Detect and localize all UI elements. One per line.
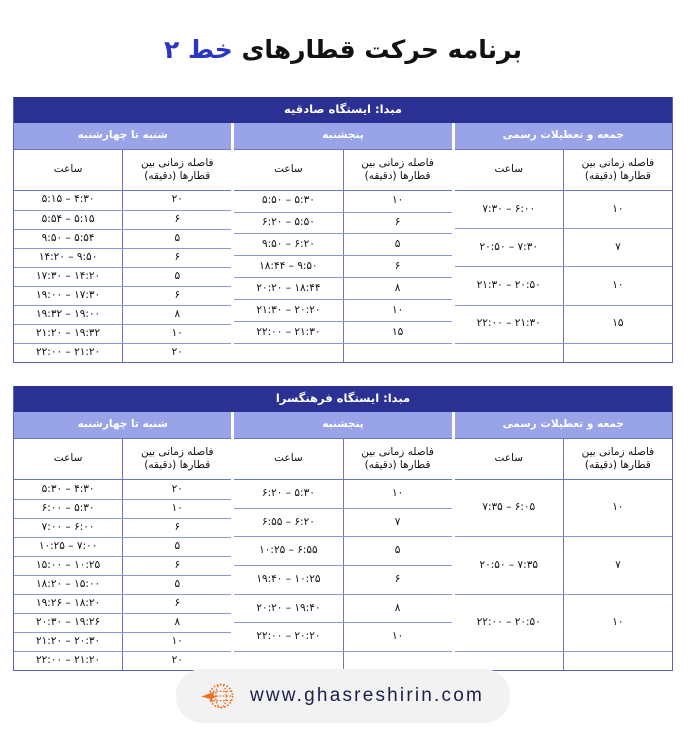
table-row [14, 575, 231, 594]
cell-hour: ۶:۵۵ – ۱۰:۲۵ [234, 537, 343, 565]
cell-interval: ۵ [174, 540, 181, 553]
column-header-hour: ساعت [455, 150, 564, 190]
cell-hour: ۱۰:۲۵ – ۱۵:۰۰ [14, 557, 123, 575]
day-group-thursday [234, 412, 451, 670]
column-header-interval: فاصله زمانی بین قطارها (دقیقه) [361, 156, 434, 182]
cell-interval: ۱۰ [391, 487, 404, 500]
cell-interval: ۲۰ [171, 345, 183, 358]
day-group-header: جمعه و تعطیلات رسمی [455, 412, 672, 438]
cell-interval: ۸ [394, 601, 401, 614]
cell-hour: ۲۰:۳۰ – ۲۱:۲۰ [14, 633, 123, 651]
cell-empty [455, 344, 564, 362]
table-row [14, 324, 231, 343]
cell-interval: ۱۰ [391, 630, 404, 643]
cell-interval: ۸ [174, 616, 181, 629]
day-group-thursday [234, 123, 451, 362]
table-row [14, 537, 231, 556]
cell-hour: ۶:۲۰ – ۹:۵۰ [234, 234, 343, 255]
cell-hour: ۲۰:۵۰ – ۲۱:۳۰ [455, 267, 564, 304]
table-origin-title: مبدا: ایستگاه فرهنگسرا [14, 386, 672, 413]
day-group-header: شنبه تا چهارشنبه [14, 123, 231, 149]
table-row-empty [234, 651, 451, 670]
cell-hour: ۵:۳۰ – ۵:۵۰ [234, 191, 343, 212]
day-group-header: جمعه و تعطیلات رسمی [455, 123, 672, 149]
table-row [455, 191, 672, 228]
table-row [14, 248, 231, 267]
table-row-empty [234, 343, 451, 362]
schedule-tables [0, 97, 686, 672]
day-group-sat_wed [14, 123, 231, 362]
cell-hour: ۷:۳۵ – ۲۰:۵۰ [455, 537, 564, 593]
column-header-hour: ساعت [234, 439, 343, 479]
cell-hour: ۵:۳۰ – ۶:۰۰ [14, 500, 123, 518]
day-group-friday [455, 123, 672, 362]
column-header-interval: فاصله زمانی بین قطارها (دقیقه) [581, 445, 655, 471]
cell-empty [344, 344, 452, 362]
column-header-row [14, 149, 231, 190]
cell-interval: ۶ [394, 259, 401, 272]
column-header-row [455, 149, 672, 190]
cell-hour: ۵:۱۵ – ۵:۵۴ [14, 211, 123, 229]
table-row [234, 191, 451, 212]
day-group-row [14, 412, 672, 670]
table-row [455, 305, 672, 343]
cell-hour: ۲۰:۲۰ – ۲۱:۳۰ [234, 300, 343, 321]
column-header-hour: ساعت [14, 439, 123, 479]
cell-hour: ۵:۵۰ – ۶:۲۰ [234, 213, 343, 234]
cell-hour: ۲۱:۳۰ – ۲۲:۰۰ [234, 322, 343, 343]
cell-interval: ۵ [394, 544, 401, 557]
cell-empty [564, 344, 672, 362]
table-row [455, 480, 672, 536]
table-row [14, 613, 231, 632]
cell-hour: ۲۰:۲۰ – ۲۲:۰۰ [234, 623, 343, 651]
table-row [234, 622, 451, 651]
table-row [234, 565, 451, 594]
table-row [14, 499, 231, 518]
page-title-main: برنامه حرکت قطارهای [241, 34, 522, 64]
table-row-empty [455, 651, 672, 670]
cell-hour: ۱۹:۳۲ – ۲۱:۲۰ [14, 325, 123, 343]
cell-hour: ۱۹:۴۰ – ۲۰:۲۰ [234, 595, 343, 623]
column-header-interval: فاصله زمانی بین قطارها (دقیقه) [140, 445, 214, 471]
day-group-header: پنجشنبه [234, 123, 451, 149]
cell-interval: ۱۰ [171, 326, 183, 339]
cell-interval: ۱۰ [612, 279, 624, 292]
cell-interval: ۶ [174, 288, 181, 301]
column-header-interval: فاصله زمانی بین قطارها (دقیقه) [361, 445, 434, 471]
table-row [234, 480, 451, 508]
cell-hour: ۵:۵۴ – ۹:۵۰ [14, 230, 123, 248]
cell-hour: ۹:۵۰ – ۱۸:۴۴ [234, 256, 343, 277]
cell-hour: ۶:۰۵ – ۷:۳۵ [455, 480, 564, 536]
cell-hour: ۱۵:۰۰ – ۱۸:۲۰ [14, 576, 123, 594]
cell-hour: ۲۱:۲۰ – ۲۲:۰۰ [14, 652, 123, 670]
cell-hour: ۷:۰۰ – ۱۰:۲۵ [14, 538, 123, 556]
cell-hour: ۴:۳۰ – ۵:۳۰ [14, 480, 123, 499]
table-row [14, 305, 231, 324]
table-row [234, 277, 451, 299]
table-row [455, 594, 672, 651]
table-row [14, 594, 231, 613]
table-row [234, 255, 451, 277]
cell-empty [455, 652, 564, 670]
page-title-accent: خط ۲ [164, 34, 233, 64]
cell-interval: ۱۰ [171, 635, 183, 648]
column-header-hour: ساعت [234, 150, 343, 190]
day-group-sat_wed [14, 412, 231, 670]
cell-hour: ۱۴:۲۰ – ۱۷:۳۰ [14, 268, 123, 286]
cell-hour: ۲۱:۲۰ – ۲۲:۰۰ [14, 344, 123, 362]
column-header-hour: ساعت [455, 439, 564, 479]
cell-interval: ۶ [174, 521, 181, 534]
cell-hour: ۲۱:۳۰ – ۲۲:۰۰ [455, 306, 564, 343]
table-row [14, 286, 231, 305]
column-header-row [234, 438, 451, 479]
table-row [234, 536, 451, 565]
table-row-empty [455, 343, 672, 362]
day-group-row [14, 123, 672, 362]
cell-interval: ۶ [174, 597, 181, 610]
table-row [14, 556, 231, 575]
table-row [14, 480, 231, 499]
table-row [14, 229, 231, 248]
table-row [234, 299, 451, 321]
table-row [234, 212, 451, 234]
cell-interval: ۶ [174, 212, 181, 225]
cell-interval: ۵ [174, 578, 181, 591]
column-header-row [14, 438, 231, 479]
day-group-header: شنبه تا چهارشنبه [14, 412, 231, 438]
cell-hour: ۱۰:۲۵ – ۱۹:۴۰ [234, 566, 343, 594]
cell-interval: ۷ [615, 240, 621, 253]
schedule-rows [234, 479, 451, 670]
cell-hour: ۵:۳۰ – ۶:۲۰ [234, 480, 343, 508]
cell-interval: ۷ [394, 515, 401, 528]
cell-interval: ۲۰ [171, 193, 183, 206]
cell-hour: ۱۷:۳۰ – ۱۹:۰۰ [14, 287, 123, 305]
cell-interval: ۱۰ [612, 202, 624, 215]
footer-brand-pill[interactable] [176, 669, 510, 723]
cell-interval: ۶ [394, 573, 401, 586]
cell-interval: ۱۰ [391, 303, 404, 316]
cell-interval: ۱۵ [391, 325, 404, 338]
schedule-rows [14, 479, 231, 670]
cell-interval: ۵ [174, 269, 181, 282]
footer [0, 669, 686, 723]
cell-hour: ۱۸:۲۰ – ۱۹:۲۶ [14, 595, 123, 613]
cell-hour: ۶:۲۰ – ۶:۵۵ [234, 509, 343, 537]
schedule-page [0, 17, 686, 737]
table-row [234, 233, 451, 255]
table-origin-title: مبدا: ایستگاه صادقیه [14, 97, 672, 124]
table-row [14, 210, 231, 229]
table-row [14, 632, 231, 651]
schedule-table [13, 97, 673, 363]
column-header-interval: فاصله زمانی بین قطارها (دقیقه) [140, 156, 214, 182]
cell-interval: ۵ [394, 238, 401, 251]
table-row [234, 594, 451, 623]
cell-empty [234, 344, 343, 362]
column-header-hour: ساعت [14, 150, 123, 190]
cell-hour: ۷:۳۰ – ۲۰:۵۰ [455, 229, 564, 266]
cell-interval: ۲۰ [171, 654, 183, 667]
cell-interval: ۱۰ [391, 194, 404, 207]
cell-hour: ۹:۵۰ – ۱۴:۲۰ [14, 249, 123, 267]
cell-empty [344, 652, 452, 670]
cell-interval: ۶ [174, 250, 181, 263]
schedule-rows [455, 479, 672, 670]
table-row [234, 508, 451, 537]
table-row [14, 267, 231, 286]
cell-interval: ۷ [615, 558, 621, 571]
cell-hour: ۶:۰۰ – ۷:۰۰ [14, 519, 123, 537]
table-row [14, 651, 231, 670]
cell-hour: ۶:۰۰ – ۷:۳۰ [455, 191, 564, 228]
cell-interval: ۱۵ [612, 317, 624, 330]
table-row [455, 266, 672, 304]
cell-interval: ۱۰ [612, 616, 624, 629]
globe-airplane-logo-icon [198, 677, 236, 715]
site-url[interactable]: www.ghasreshirin.com [249, 684, 485, 706]
cell-interval: ۵ [174, 231, 181, 244]
cell-interval: ۱۰ [612, 501, 624, 514]
table-row [14, 518, 231, 537]
column-header-row [455, 438, 672, 479]
table-row [234, 321, 451, 343]
cell-hour: ۱۸:۴۴ – ۲۰:۲۰ [234, 278, 343, 299]
cell-empty [564, 652, 672, 670]
schedule-rows [455, 190, 672, 362]
cell-hour: ۴:۳۰ – ۵:۱۵ [14, 191, 123, 210]
day-group-header: پنجشنبه [234, 412, 451, 438]
cell-empty [234, 652, 343, 670]
cell-interval: ۱۰ [171, 502, 183, 515]
cell-interval: ۸ [394, 281, 401, 294]
cell-hour: ۲۰:۵۰ – ۲۲:۰۰ [455, 595, 564, 651]
table-row [14, 343, 231, 362]
day-group-friday [455, 412, 672, 670]
cell-hour: ۱۹:۲۶ – ۲۰:۳۰ [14, 614, 123, 632]
table-row [455, 536, 672, 593]
cell-hour: ۱۹:۰۰ – ۱۹:۳۲ [14, 306, 123, 324]
schedule-table [13, 386, 673, 671]
cell-interval: ۶ [174, 559, 181, 572]
table-row [14, 191, 231, 210]
schedule-rows [14, 190, 231, 362]
cell-interval: ۶ [394, 216, 401, 229]
cell-interval: ۲۰ [171, 482, 183, 495]
column-header-row [234, 149, 451, 190]
column-header-interval: فاصله زمانی بین قطارها (دقیقه) [581, 156, 655, 182]
table-row [455, 228, 672, 266]
cell-interval: ۸ [174, 307, 181, 320]
schedule-rows [234, 190, 451, 362]
page-title [0, 17, 686, 80]
